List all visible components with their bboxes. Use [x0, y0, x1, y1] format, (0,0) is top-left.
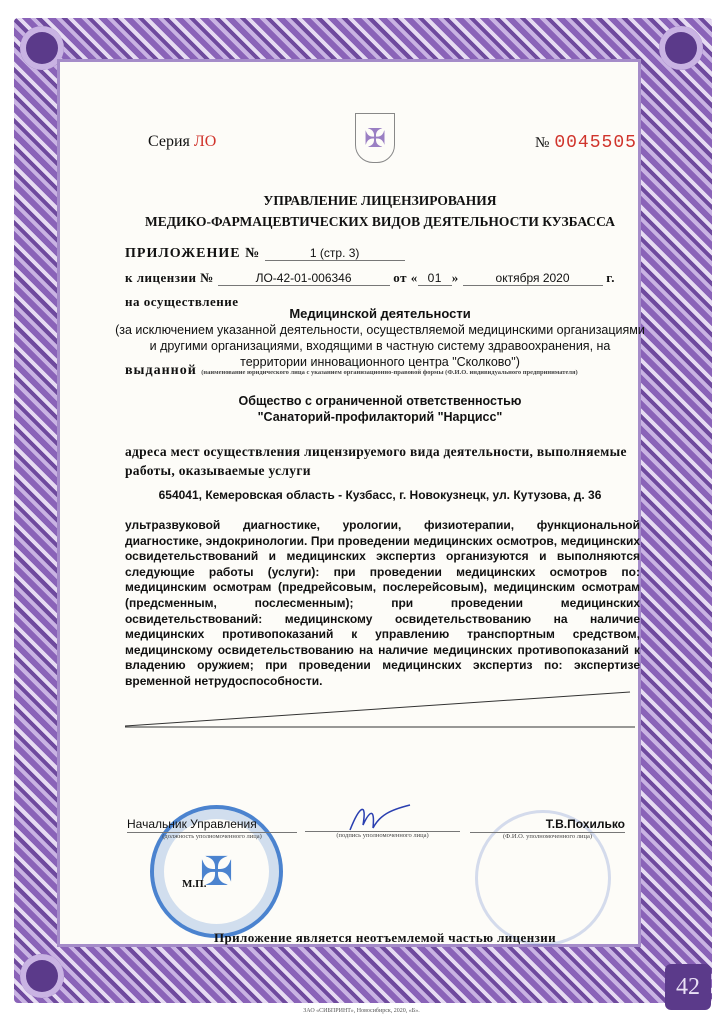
coat-of-arms-icon: ✠	[355, 113, 395, 163]
address-value: 654041, Кемеровская область - Кузбасс, г. Новокузнецк, ул. Кутузова, д. 36	[158, 488, 602, 502]
organization-name	[115, 393, 645, 425]
org-line2: "Санаторий-профилакторий "Нарцисс"	[257, 410, 503, 424]
license-month-year: октября 2020	[463, 271, 603, 286]
address-label: адреса мест осуществления лицензируемого вида деятельности, выполняемые работы, оказываемые услуги	[125, 444, 627, 478]
number-value: 0045505	[554, 133, 637, 153]
position-block	[127, 817, 297, 840]
corner-ornament	[20, 26, 64, 70]
authority-line2: МЕДИКО-ФАРМАЦЕВТИЧЕСКИХ ВИДОВ ДЕЯТЕЛЬНОСТИ КУЗБАССА	[145, 214, 615, 229]
activity-block	[115, 306, 645, 370]
position-title: Начальник Управления	[127, 817, 297, 833]
printer-imprint: ЗАО «СИБПРИНТ», Новосибирск, 2020, «Б».	[303, 1008, 420, 1014]
appendix-row	[125, 246, 405, 262]
name-caption: (Ф.И.О. уполномоченного лица)	[502, 833, 593, 840]
name-block	[470, 817, 625, 840]
issued-label: выданной	[125, 363, 197, 378]
year-suffix: г.	[606, 270, 615, 285]
footer-note: Приложение является неотъемлемой частью лицензии	[213, 930, 557, 945]
corner-ornament	[20, 954, 64, 998]
license-label: к лицензии №	[125, 270, 214, 285]
signature-block	[305, 817, 460, 839]
from-label: от «	[393, 270, 418, 285]
series-value: ЛО	[193, 133, 217, 150]
position-caption: (должность уполномоченного лица)	[162, 833, 262, 840]
appendix-label: ПРИЛОЖЕНИЕ №	[125, 246, 261, 261]
quote-close: »	[451, 270, 459, 285]
strike-line	[125, 690, 645, 730]
signatory-name: Т.В.Похилько	[470, 817, 625, 833]
series	[148, 133, 216, 151]
org-line1: Общество с ограниченной ответственностью	[238, 394, 522, 408]
activity-label: на осуществление	[125, 294, 239, 309]
appendix-value: 1 (стр. 3)	[265, 246, 405, 261]
issued-row	[125, 362, 645, 380]
license-number: ЛО-42-01-006346	[218, 271, 390, 286]
signature-caption: (подпись уполномоченного лица)	[336, 832, 429, 839]
activity-note: (за исключением указанной деятельности, осуществляемой медицинскими организациями и другими организациями, входящими в частную систему здравоохранения, на территории инновационного центра "Сколково")	[115, 323, 645, 369]
license-day: 01	[418, 271, 452, 286]
series-label: Серия	[148, 133, 190, 150]
license-row	[125, 270, 645, 286]
issued-note: (наименование юридического лица с указанием организационно-правовой формы (Ф.И.О. индивидуального предпринимателя)	[201, 369, 578, 376]
corner-ornament	[659, 26, 703, 70]
activity-title: Медицинской деятельности	[289, 306, 471, 321]
services-text: ультразвуковой диагностике, урологии, физиотерапии, функциональной диагностике, эндокринологии. При проведении медицинских осмотров, медицинских освидетельствований и медицинских экспертиз организуются и выполняются следующие работы (услуги): при проведении медицинских осмотров по: медицинским осмотрам (предрейсовым, послерейсовым), медицинским осмотрам (предсменным, послесменным); при проведении медицинских освидетельствований: медицинскому освидетельствованию на наличие медицинских противопоказаний к управлению транспортным средством, медицинскому освидетельствованию на наличие медицинских противопоказаний к владению оружием; при проведении медицинских экспертиз по: экспертизе временной нетрудоспособности.	[125, 518, 640, 688]
seal-label: М.П.	[182, 878, 207, 890]
page-number: 42	[665, 964, 711, 1010]
number-label: №	[535, 135, 550, 151]
authority-title	[100, 190, 660, 232]
authority-line1: УПРАВЛЕНИЕ ЛИЦЕНЗИРОВАНИЯ	[263, 193, 497, 208]
official-seal: ✠	[150, 805, 283, 938]
document-number	[535, 131, 637, 153]
